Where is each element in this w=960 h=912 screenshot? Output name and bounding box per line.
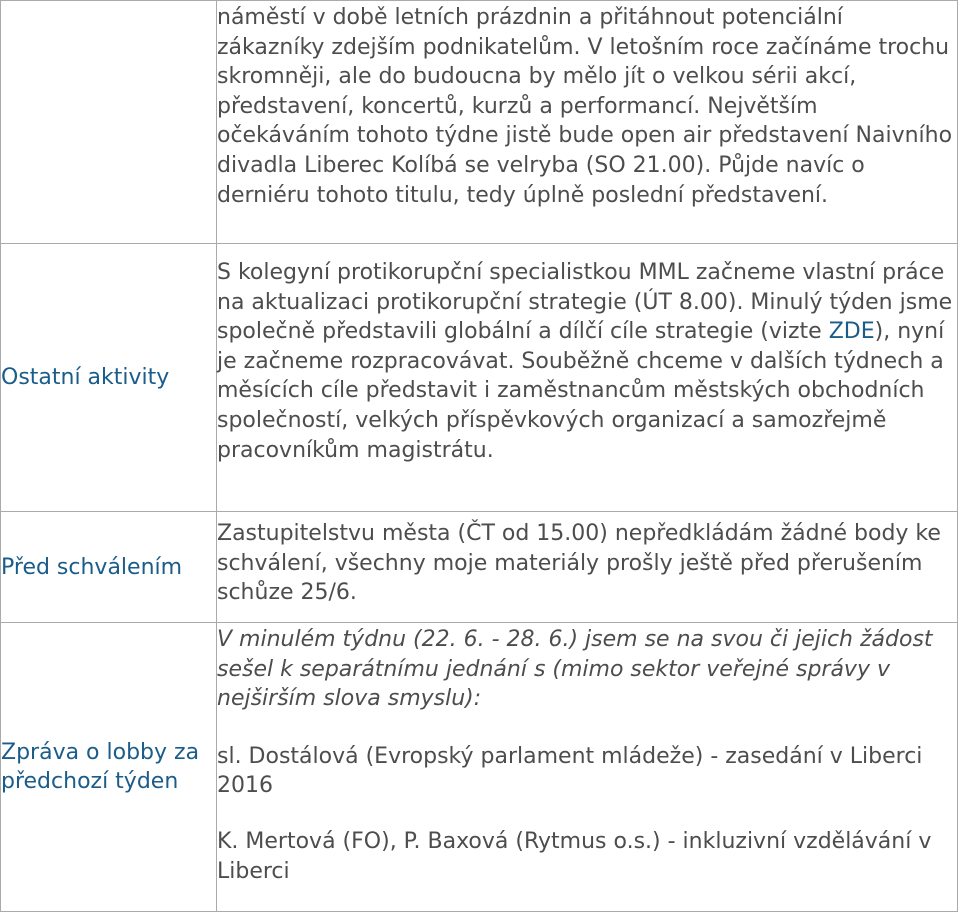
spacer	[217, 801, 957, 827]
row-label-other-activities: Ostatní aktivity	[1, 244, 217, 512]
row-label-empty	[1, 1, 217, 244]
council-paragraph: Zastupitelstvu města (ČT od 15.00) nepředkládám žádné body ke schválení, všechny moje materiály prošly ještě před přerušením schůze 25/6.	[217, 521, 941, 606]
spacer	[217, 714, 957, 742]
table-row-events	[1, 1, 958, 244]
row-label-lobby-report: Zpráva o lobby za předchozí týden	[1, 623, 217, 912]
row-content-before-approval	[217, 512, 958, 623]
table-row-before-approval	[1, 512, 958, 623]
row-content-lobby-report	[217, 623, 958, 912]
lobby-item-dostalova: sl. Dostálová (Evropský parlament mládeže) - zasedání v Liberci 2016	[217, 743, 923, 799]
events-paragraph: náměstí v době letních prázdnin a přitáhnout potenciální zákazníky zdejším podnikatelům. V letošním roce začínáme trochu skromněji, ale do budoucna by mělo jít o velkou sérii akcí, představení, koncertů, kurzů a performancí. Největším očekáváním tohoto týdne jistě bude open air představení Naivního divadla Liberec Kolíbá se velryba (SO 21.00). Půjde navíc o derniéru tohoto titulu, tedy úplně poslední představení.	[217, 5, 953, 208]
row-content-other-activities	[217, 244, 958, 512]
lobby-item-mertova: K. Mertová (FO), P. Baxová (Rytmus o.s.) - inkluzivní vzdělávání v Liberci	[217, 828, 932, 884]
anticorruption-text-start: S kolegyní protikorupční specialistkou MML začneme vlastní práce na aktualizaci protikorupční strategie (ÚT 8.00). Minulý týden jsme společně představili globální a dílčí cíle strategie (vizte	[217, 260, 953, 345]
row-content-events	[217, 1, 958, 244]
row-label-before-approval: Před schválením	[1, 512, 217, 623]
table-row-other-activities	[1, 244, 958, 512]
anticorruption-text-end: ), nyní je začneme rozpracovávat. Souběžně chceme v dalších týdnech a měsících cíle představit i zaměstnancům městských obchodních společností, velkých příspěvkových organizací a samozřejmě pracovníkům magistrátu.	[217, 319, 945, 463]
lobby-intro: V minulém týdnu (22. 6. - 28. 6.) jsem se na svou či jejich žádost sešel k separátnímu jednání s (mimo sektor veřejné správy v nejširším slova smyslu):	[217, 627, 933, 712]
table-row-lobby-report	[1, 623, 958, 912]
anticorruption-paragraph	[217, 258, 957, 465]
strategy-link[interactable]: ZDE	[828, 319, 875, 345]
